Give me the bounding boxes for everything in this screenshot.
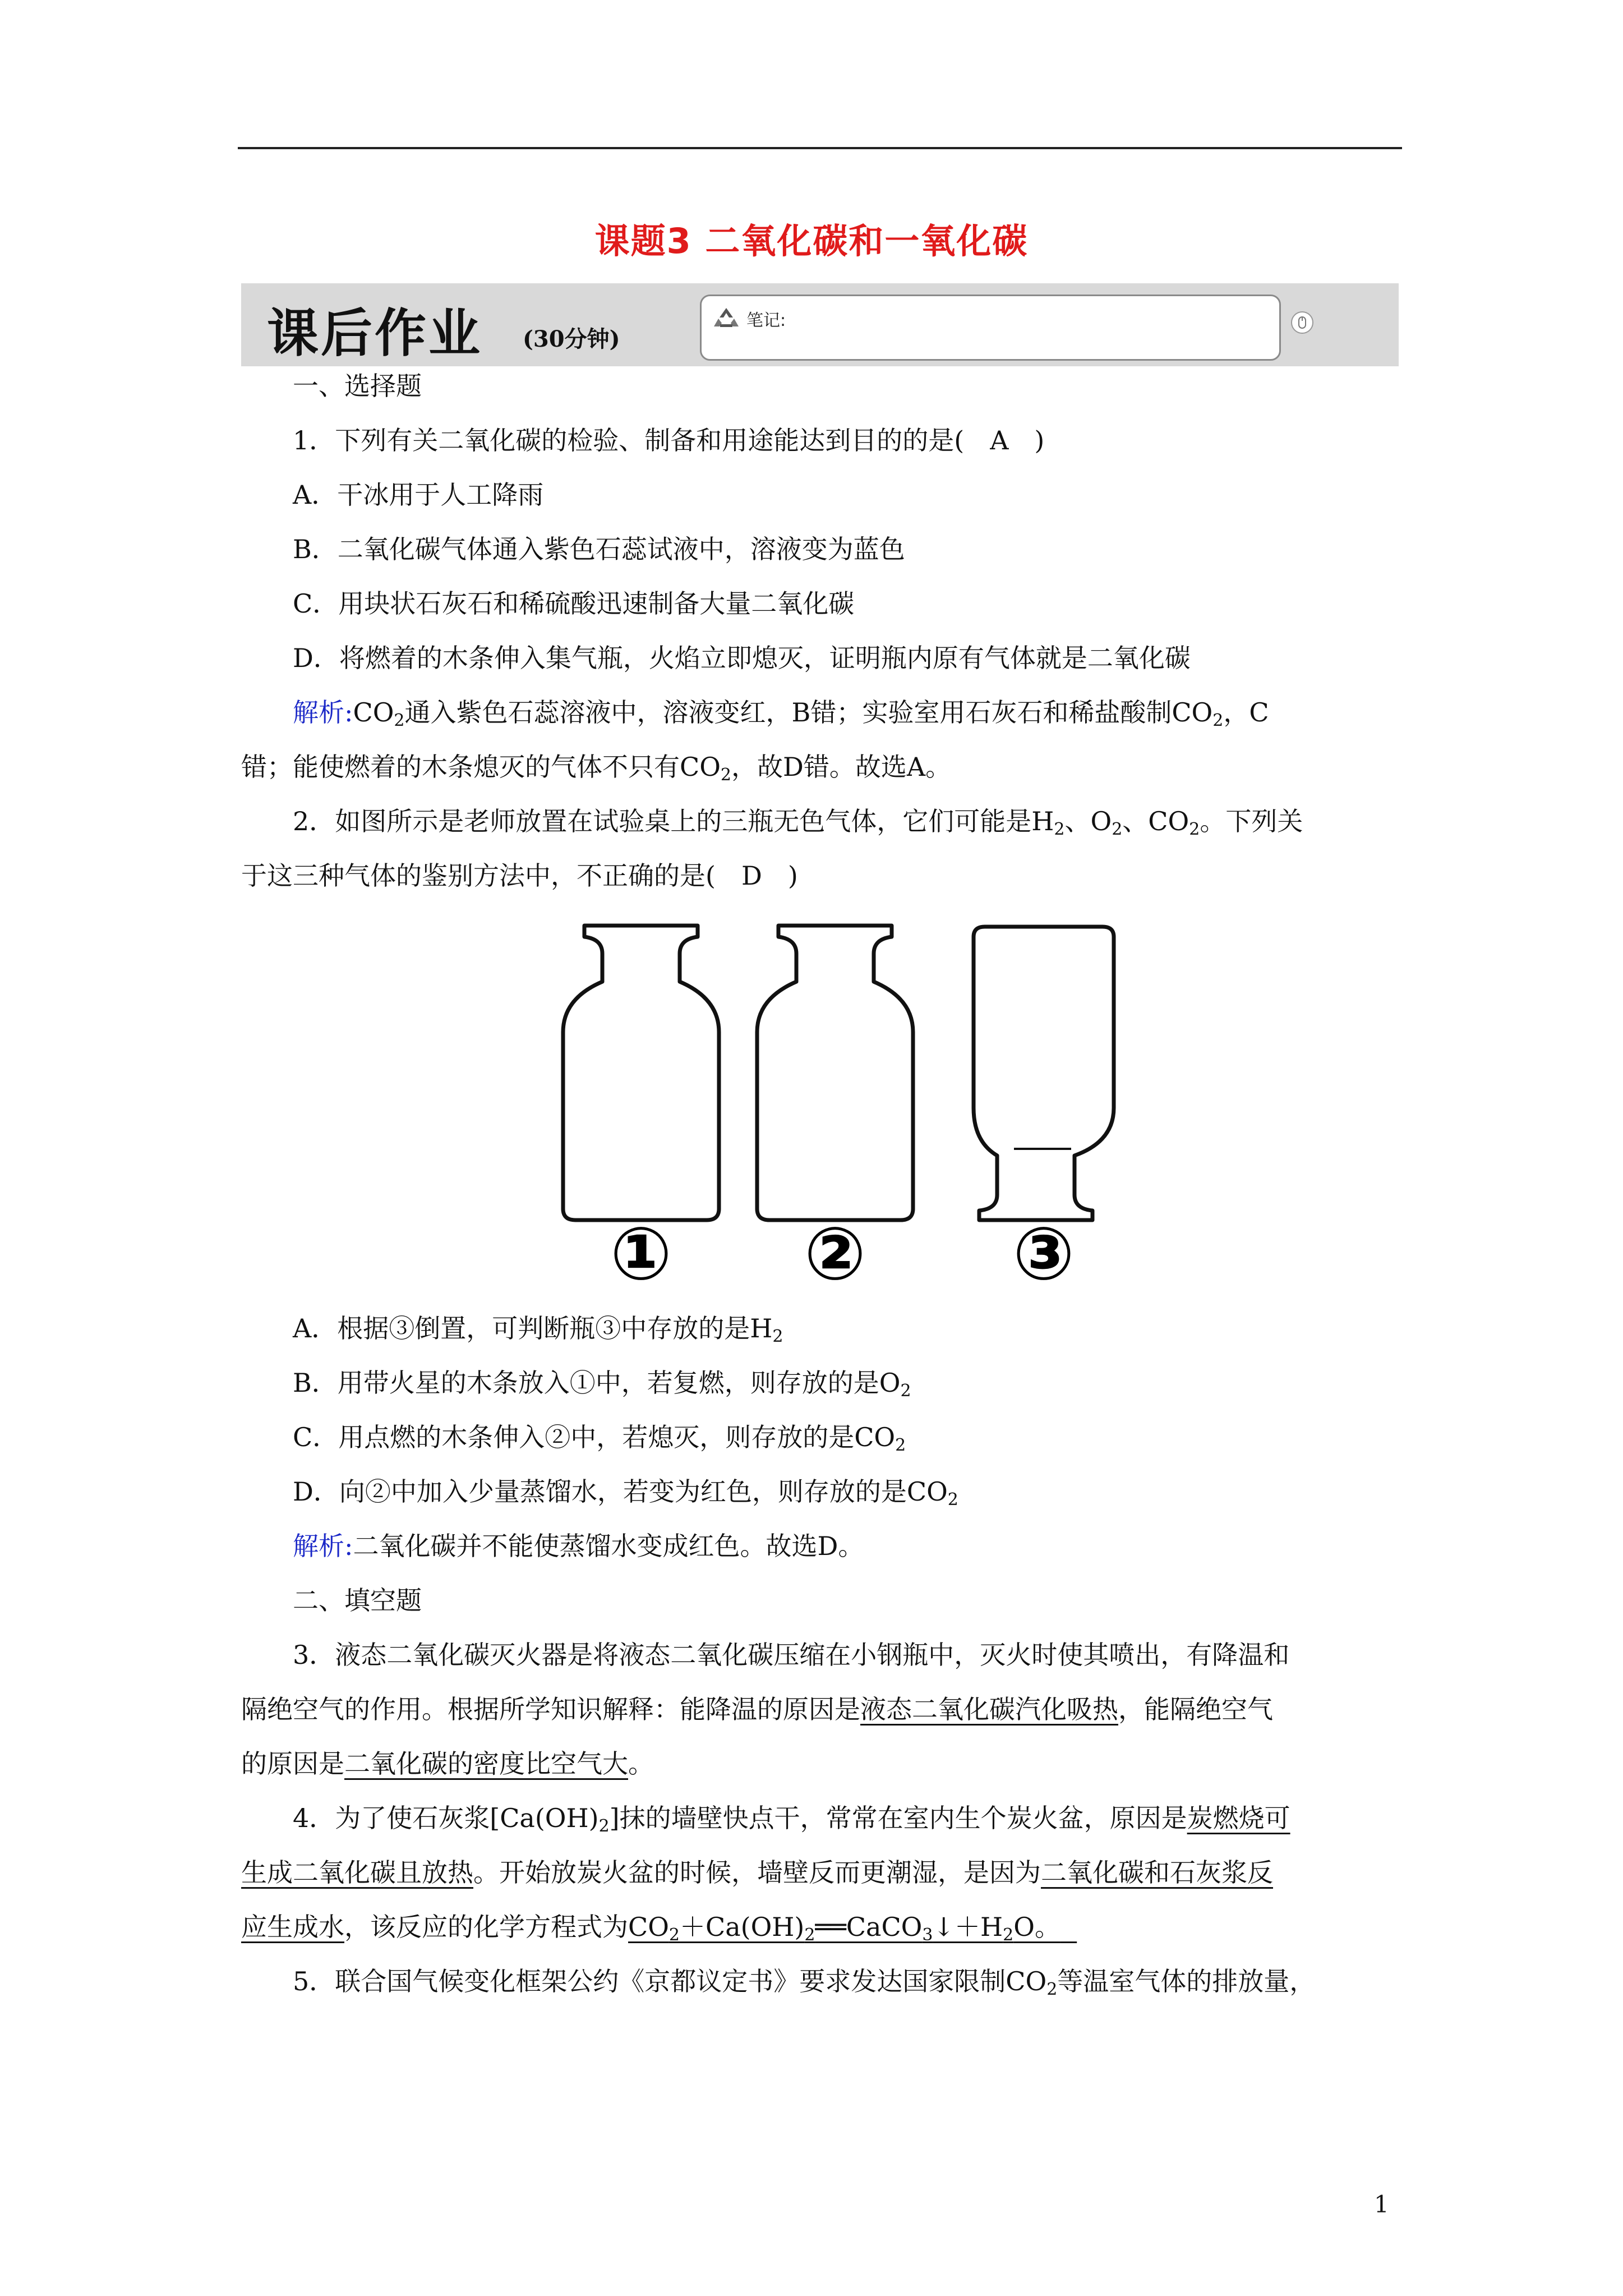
q4-answer-2b: 应生成水 — [241, 1912, 344, 1942]
q2-option-d: D．向②中加入少量蒸馏水，若变为红色，则存放的是$CO_2$ — [293, 1476, 958, 1510]
bottle-label-3: ③ — [1012, 1211, 1075, 1296]
q4-answer-2a: 二氧化碳和石灰浆反 — [1041, 1857, 1273, 1888]
bottle-1 — [563, 926, 719, 1220]
q1-analysis-cont: 错；能使燃着的木条熄灭的气体不只有$CO_2$，故D错。故选A。 — [241, 752, 952, 785]
q2-stem: 2．如图所示是老师放置在试验桌上的三瓶无色气体，它们可能是$H_2$、$O_2$、$CO_2$。下列关 — [293, 806, 1303, 839]
mouse-icon — [1290, 310, 1315, 335]
q2-stem-cont: 于这三种气体的鉴别方法中，不正确的是( D ) — [241, 861, 798, 891]
section-fill: 二、填空题 — [293, 1585, 422, 1616]
q4-line-3: 应生成水，该反应的化学方程式为$CO_2+Ca(OH)_2══CaCO_3↓+H_2O$。 — [241, 1900, 1399, 1954]
homework-banner — [241, 283, 1399, 366]
bottle-label-2: ② — [804, 1211, 866, 1296]
bottle-2 — [757, 926, 913, 1220]
q4-equation: $CO_2+Ca(OH)_2══CaCO_3↓+H_2O$。 — [628, 1912, 1061, 1945]
analysis-label: 解析: — [293, 697, 353, 728]
q3-line-3: 的原因是二氧化碳的密度比空气大。 — [241, 1749, 654, 1779]
page-title: 课题3 二氧化碳和一氧化碳 — [594, 220, 1029, 261]
worksheet-body — [241, 359, 1399, 2009]
bottle-label-1: ① — [610, 1211, 672, 1296]
notes-label: 笔记: — [746, 311, 786, 330]
q4-line-1: 4．为了使石灰浆$[Ca(OH)_2]$抹的墙壁快点干，常常在室内生个炭火盆，原因是炭燃烧可 — [293, 1803, 1290, 1836]
q1-stem: 1．下列有关二氧化碳的检验、制备和用途能达到目的的是( A ) — [293, 425, 1045, 455]
q1-option-c: C．用块状石灰石和稀硫酸迅速制备大量二氧化碳 — [293, 588, 855, 619]
q2-option-a: A．根据③倒置，可判断瓶③中存放的是$H_2$ — [293, 1313, 783, 1346]
q2-analysis: 解析:二氧化碳并不能使蒸馏水变成红色。故选D。 — [293, 1531, 864, 1561]
q3-line-1: 3．液态二氧化碳灭火器是将液态二氧化碳压缩在小钢瓶中，灭火时使其喷出，有降温和 — [293, 1640, 1290, 1670]
gas-bottles-figure — [241, 914, 1399, 1301]
q3-answer-1: 液态二氧化碳汽化吸热 — [860, 1694, 1118, 1724]
q1-option-b: B．二氧化碳气体通入紫色石蕊试液中，溶液变为蓝色 — [293, 534, 905, 564]
q1-option-d: D．将燃着的木条伸入集气瓶，火焰立即熄灭，证明瓶内原有气体就是二氧化碳 — [293, 643, 1191, 673]
recycle-icon — [712, 306, 741, 329]
header-rule — [238, 147, 1402, 149]
page-number: 1 — [1374, 2191, 1389, 2218]
q2-option-c: C．用点燃的木条伸入②中，若熄灭，则存放的是$CO_2$ — [293, 1422, 906, 1455]
q1-option-a: A．干冰用于人工降雨 — [293, 480, 544, 510]
bottles-svg — [241, 914, 1399, 1301]
banner-time: (30分钟) — [523, 326, 620, 352]
bottle-3 — [974, 927, 1114, 1220]
section-choice: 一、选择题 — [293, 371, 422, 401]
notes-field[interactable] — [700, 295, 1281, 361]
q5-line-1: 5．联合国气候变化框架公约《京都议定书》要求发达国家限制$CO_2$等温室气体的排放量， — [293, 1966, 1316, 1999]
q4-answer-1a: 炭燃烧可 — [1187, 1803, 1290, 1833]
q3-line-2: 隔绝空气的作用。根据所学知识解释：能降温的原因是液态二氧化碳汽化吸热，能隔绝空气 — [241, 1694, 1273, 1724]
q2-option-b: B．用带火星的木条放入①中，若复燃，则存放的是$O_2$ — [293, 1368, 911, 1401]
q3-answer-2: 二氧化碳的密度比空气大 — [344, 1749, 628, 1779]
q4-line-2: 生成二氧化碳且放热。开始放炭火盆的时候，墙壁反而更潮湿，是因为二氧化碳和石灰浆反 — [241, 1857, 1273, 1888]
q4-answer-1b: 生成二氧化碳且放热 — [241, 1857, 473, 1888]
banner-title: 课后作业 — [267, 303, 483, 364]
q1-analysis: 解析$:CO_2$通入紫色石蕊溶液中，溶液变红，B错；实验室用石灰石和稀盐酸制$CO_2$，C — [293, 697, 1269, 730]
analysis-label-2: 解析: — [293, 1531, 353, 1561]
